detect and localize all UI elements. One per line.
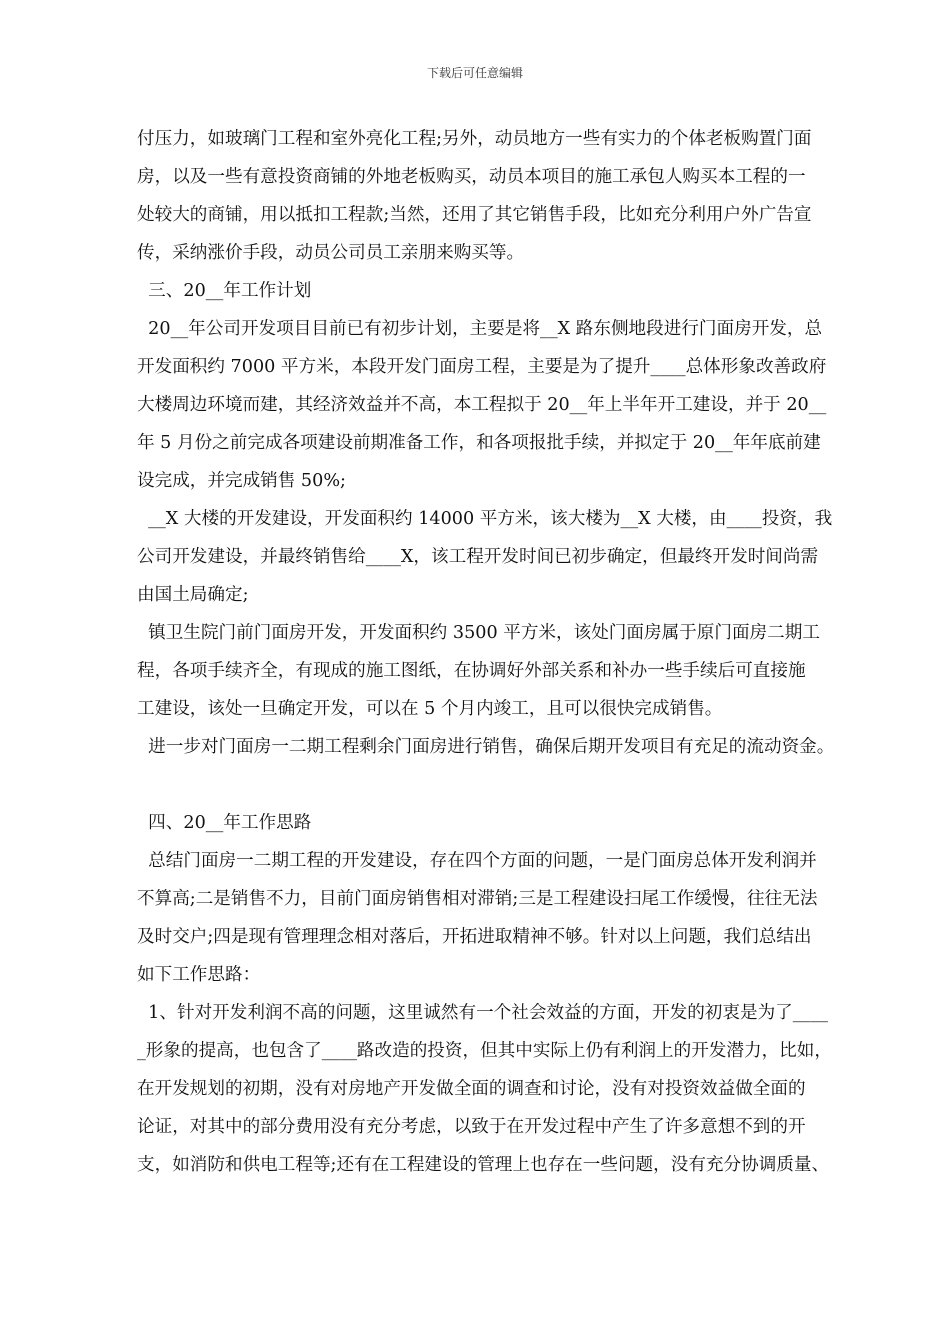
text-line: 总结门面房一二期工程的开发建设，存在四个方面的问题，一是门面房总体开发利润并 — [137, 851, 817, 871]
text-line: __X 大楼的开发建设，开发面积约 14000 平方米，该大楼为__X 大楼，由____投资，我 — [137, 509, 833, 529]
text-line: _形象的提高，也包含了____路改造的投资，但其中实际上仍有利润上的开发潜力，比如， — [137, 1041, 832, 1061]
section-heading: 三、20__年工作计划 — [137, 281, 312, 301]
text-line: 公司开发建设，并最终销售给____X，该工程开发时间已初步确定，但最终开发时间尚需 — [137, 547, 819, 567]
text-line: 及时交户;四是现有管理理念相对落后，开拓进取精神不够。针对以上问题，我们总结出 — [137, 927, 812, 947]
section-heading: 四、20__年工作思路 — [137, 813, 312, 833]
text-line: 进一步对门面房一二期工程剩余门面房进行销售，确保后期开发项目有充足的流动资金。 — [137, 737, 835, 757]
text-line: 由国土局确定; — [137, 585, 249, 605]
text-line: 镇卫生院门前门面房开发，开发面积约 3500 平方米，该处门面房属于原门面房二期工 — [137, 623, 820, 643]
text-line: 传，采纳涨价手段，动员公司员工亲朋来购买等。 — [137, 243, 525, 263]
text-line: 支，如消防和供电工程等;还有在工程建设的管理上也存在一些问题，没有充分协调质量、 — [137, 1155, 830, 1175]
text-line: 20__年公司开发项目目前已有初步计划，主要是将__X 路东侧地段进行门面房开发，总 — [137, 319, 823, 339]
text-line: 工建设，该处一旦确定开发，可以在 5 个月内竣工，且可以很快完成销售。 — [137, 699, 723, 719]
text-line: 如下工作思路： — [137, 965, 261, 985]
blank-line — [137, 766, 897, 804]
text-line: 开发面积约 7000 平方米，本段开发门面房工程，主要是为了提升____总体形象改善政府 — [137, 357, 827, 377]
text-line: 不算高;二是销售不力，目前门面房销售相对滞销;三是工程建设扫尾工作缓慢，往往无法 — [137, 889, 818, 909]
text-line: 房，以及一些有意投资商铺的外地老板购买，动员本项目的施工承包人购买本工程的一 — [137, 167, 806, 187]
page-header-note: 下载后可任意编辑 — [426, 66, 523, 80]
text-line: 付压力，如玻璃门工程和室外亮化工程;另外，动员地方一些有实力的个体老板购置门面 — [137, 129, 812, 149]
text-line: 论证，对其中的部分费用没有充分考虑，以致于在开发过程中产生了许多意想不到的开 — [137, 1117, 806, 1137]
text-line: 大楼周边环境而建，其经济效益并不高，本工程拟于 20__年上半年开工建设，并于 20__ — [137, 395, 827, 415]
text-line: 年 5 月份之前完成各项建设前期准备工作，和各项报批手续，并拟定于 20__年年底前建 — [137, 433, 821, 453]
text-line: 1、针对开发利润不高的问题，这里诚然有一个社会效益的方面，开发的初衷是为了____ — [137, 1003, 828, 1023]
document-body — [137, 120, 897, 1184]
text-line: 在开发规划的初期，没有对房地产开发做全面的调查和讨论，没有对投资效益做全面的 — [137, 1079, 806, 1099]
text-line: 处较大的商铺，用以抵扣工程款;当然，还用了其它销售手段，比如充分利用户外广告宣 — [137, 205, 812, 225]
text-line: 设完成，并完成销售 50%; — [137, 471, 346, 491]
text-line: 程，各项手续齐全，有现成的施工图纸，在协调好外部关系和补办一些手续后可直接施 — [137, 661, 806, 681]
